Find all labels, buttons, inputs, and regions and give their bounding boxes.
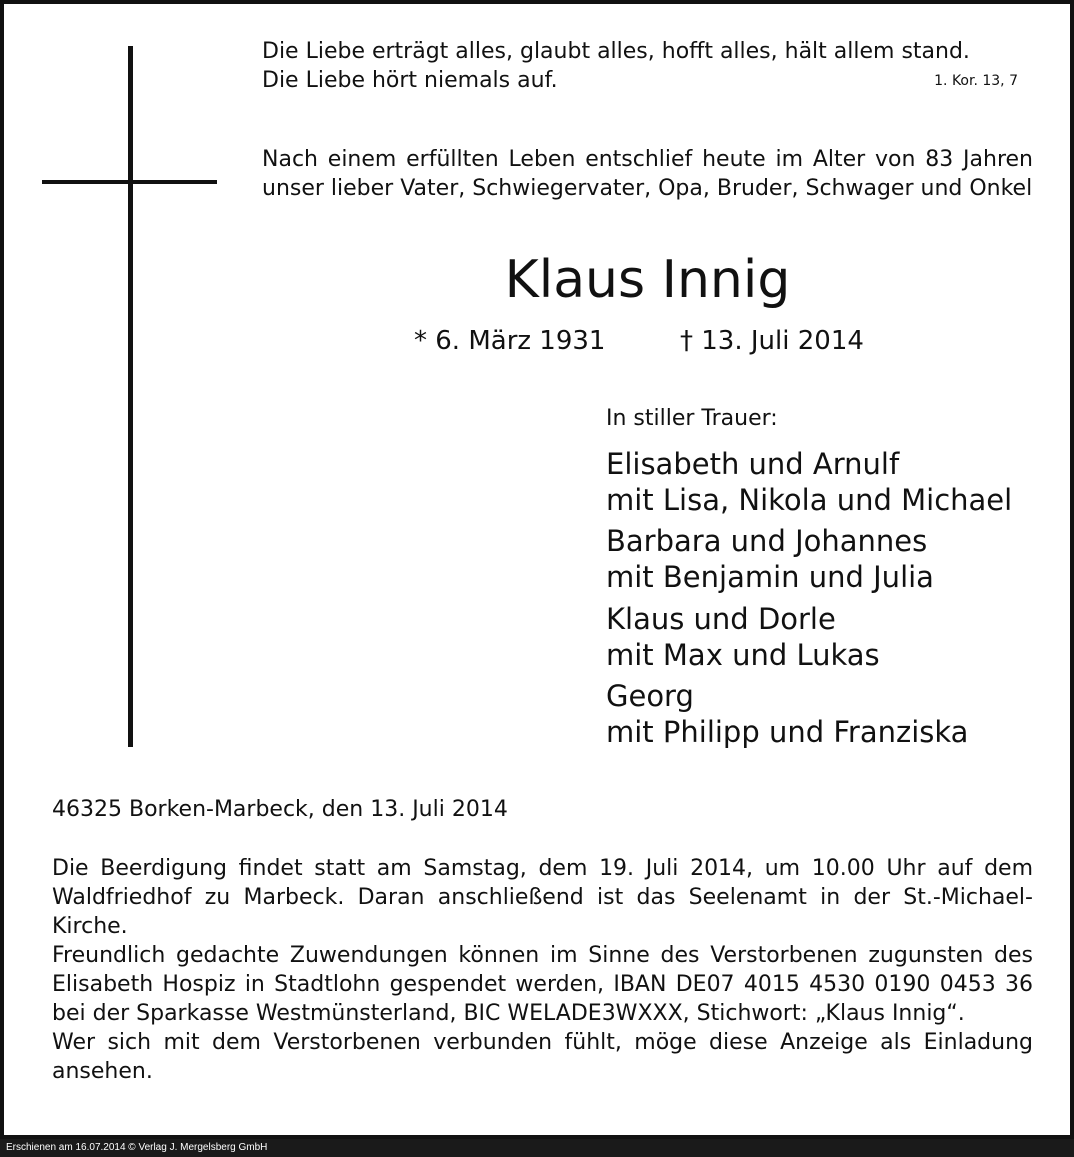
family-1-line-2: mit Lisa, Nikola und Michael xyxy=(606,483,1013,517)
funeral-paragraph: Die Beerdigung findet statt am Samstag, dem 19. Juli 2014, um 10.00 Uhr auf dem Waldfriedhof zu Marbeck. Daran anschließend ist das Seelenamt in der St.-Michael-Kirche. xyxy=(52,856,1033,939)
family-3-line-2: mit Max und Lukas xyxy=(606,638,880,672)
family-2-line-2: mit Benjamin und Julia xyxy=(606,560,934,594)
birth-date: * 6. März 1931 xyxy=(414,326,606,356)
quote-line-1: Die Liebe erträgt alles, glaubt alles, hofft alles, hält allem stand. xyxy=(262,39,970,64)
family-4-line-2: mit Philipp und Franziska xyxy=(606,715,969,749)
cross-icon-horizontal xyxy=(42,180,217,184)
publication-footer: Erschienen am 16.07.2014 © Verlag J. Mergelsberg GmbH xyxy=(0,1139,1074,1157)
quote-reference: 1. Kor. 13, 7 xyxy=(934,73,1018,89)
invitation-paragraph: Wer sich mit dem Verstorbenen verbunden fühlt, möge diese Anzeige als Einladung ansehen. xyxy=(52,1030,1033,1084)
deceased-name: Klaus Innig xyxy=(504,250,791,310)
family-1-line-1: Elisabeth und Arnulf xyxy=(606,447,900,481)
funeral-details xyxy=(52,854,1033,1086)
cross-icon-vertical xyxy=(128,46,133,747)
quote-line-2: Die Liebe hört niemals auf. xyxy=(262,68,558,93)
mourners-heading: In stiller Trauer: xyxy=(606,406,778,431)
family-4-line-1: Georg xyxy=(606,679,694,713)
death-date: † 13. Juli 2014 xyxy=(680,326,864,356)
family-2-line-1: Barbara und Johannes xyxy=(606,524,928,558)
donation-paragraph: Freundlich gedachte Zuwendungen können im Sinne des Verstorbenen zugunsten des Elisabeth Hospiz in Stadtlohn gespendet werden, IBAN DE07 4015 4530 0190 0453 36 bei der Sparkasse Westmünsterland, BIC WELADE3WXXX, Stichwort: „Klaus Innig“. xyxy=(52,943,1033,1026)
intro-text: Nach einem erfüllten Leben entschlief heute im Alter von 83 Jahren unser lieber Vater, Schwiegervater, Opa, Bruder, Schwager und Onkel xyxy=(262,147,1033,201)
place-date: 46325 Borken-Marbeck, den 13. Juli 2014 xyxy=(52,797,508,822)
family-3-line-1: Klaus und Dorle xyxy=(606,602,836,636)
